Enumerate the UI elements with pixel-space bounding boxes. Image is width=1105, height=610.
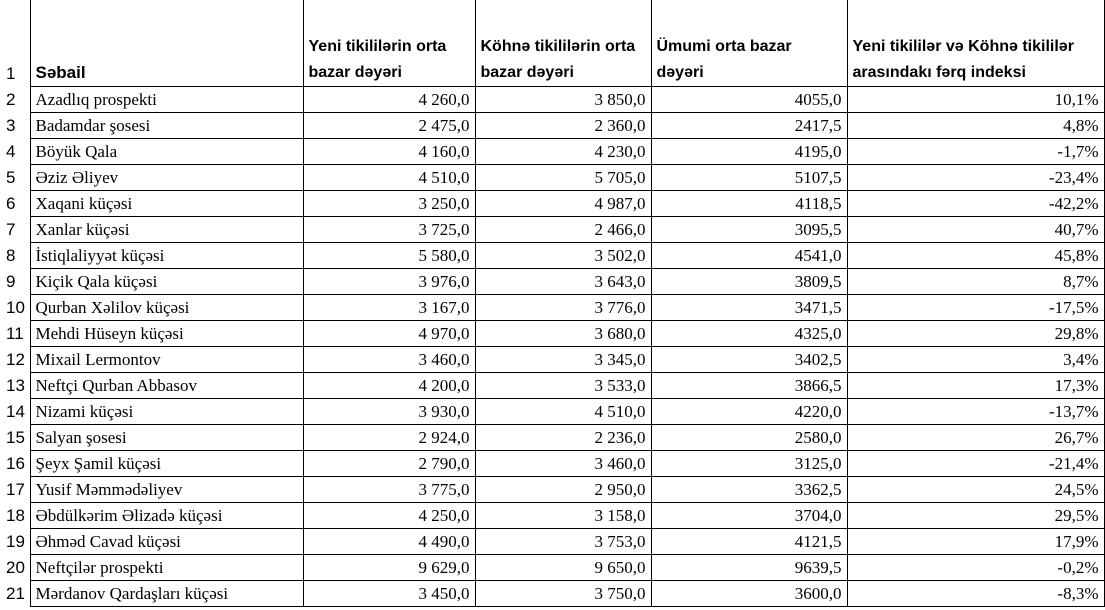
row-number[interactable]: 21: [0, 581, 30, 607]
cell-old-price[interactable]: 3 643,0: [475, 269, 651, 295]
table-row: [0, 581, 1104, 607]
cell-diff-index[interactable]: 4,8%: [847, 113, 1104, 139]
cell-old-price[interactable]: 4 230,0: [475, 139, 651, 165]
table-row: [0, 191, 1104, 217]
table-row: [0, 373, 1104, 399]
row-number[interactable]: 5: [0, 165, 30, 191]
cell-old-price[interactable]: 3 502,0: [475, 243, 651, 269]
cell-avg-price[interactable]: 2417,5: [651, 113, 847, 139]
cell-diff-index[interactable]: 8,7%: [847, 269, 1104, 295]
table-row: [0, 451, 1104, 477]
cell-street[interactable]: Böyük Qala: [30, 139, 303, 165]
cell-old-price[interactable]: 2 950,0: [475, 477, 651, 503]
cell-avg-price[interactable]: 3866,5: [651, 373, 847, 399]
cell-new-price[interactable]: 2 475,0: [303, 113, 475, 139]
cell-new-price[interactable]: 4 200,0: [303, 373, 475, 399]
row-number[interactable]: 14: [0, 399, 30, 425]
row-number[interactable]: 19: [0, 529, 30, 555]
cell-avg-price[interactable]: 4118,5: [651, 191, 847, 217]
cell-avg-price[interactable]: 3471,5: [651, 295, 847, 321]
header-diff-index[interactable]: Yeni tikililər və Köhnə tikililər arasındakı fərq indeksi: [847, 0, 1104, 87]
table-row: [0, 139, 1104, 165]
cell-old-price[interactable]: 3 158,0: [475, 503, 651, 529]
table-row: [0, 243, 1104, 269]
cell-street[interactable]: Xaqani küçəsi: [30, 191, 303, 217]
cell-street[interactable]: Neftçi Qurban Abbasov: [30, 373, 303, 399]
header-street[interactable]: Səbail: [30, 0, 303, 87]
table-row: [0, 295, 1104, 321]
table-row: [0, 477, 1104, 503]
cell-new-price[interactable]: 3 250,0: [303, 191, 475, 217]
cell-new-price[interactable]: 4 250,0: [303, 503, 475, 529]
cell-old-price[interactable]: 3 750,0: [475, 581, 651, 607]
cell-old-price[interactable]: 3 680,0: [475, 321, 651, 347]
cell-diff-index[interactable]: 17,3%: [847, 373, 1104, 399]
cell-avg-price[interactable]: 3125,0: [651, 451, 847, 477]
cell-avg-price[interactable]: 4121,5: [651, 529, 847, 555]
cell-diff-index[interactable]: -13,7%: [847, 399, 1104, 425]
row-number[interactable]: 11: [0, 321, 30, 347]
cell-old-price[interactable]: 2 236,0: [475, 425, 651, 451]
row-number[interactable]: 7: [0, 217, 30, 243]
cell-old-price[interactable]: 2 466,0: [475, 217, 651, 243]
cell-street[interactable]: Qurban Xəlilov küçəsi: [30, 295, 303, 321]
cell-new-price[interactable]: 4 260,0: [303, 87, 475, 113]
cell-new-price[interactable]: 3 460,0: [303, 347, 475, 373]
cell-street[interactable]: Mixail Lermontov: [30, 347, 303, 373]
cell-diff-index[interactable]: -17,5%: [847, 295, 1104, 321]
row-number[interactable]: 3: [0, 113, 30, 139]
header-row: [0, 0, 1104, 87]
table-row: [0, 529, 1104, 555]
cell-new-price[interactable]: 3 930,0: [303, 399, 475, 425]
header-old-price[interactable]: Köhnə tikililərin orta bazar dəyəri: [475, 0, 651, 87]
cell-diff-index[interactable]: -42,2%: [847, 191, 1104, 217]
cell-old-price[interactable]: 4 987,0: [475, 191, 651, 217]
cell-new-price[interactable]: 4 970,0: [303, 321, 475, 347]
cell-old-price[interactable]: 3 850,0: [475, 87, 651, 113]
cell-new-price[interactable]: 4 160,0: [303, 139, 475, 165]
cell-avg-price[interactable]: 9639,5: [651, 555, 847, 581]
row-number[interactable]: 8: [0, 243, 30, 269]
cell-new-price[interactable]: 2 924,0: [303, 425, 475, 451]
cell-street[interactable]: Mərdanov Qardaşları küçəsi: [30, 581, 303, 607]
cell-new-price[interactable]: 3 775,0: [303, 477, 475, 503]
table-row: [0, 269, 1104, 295]
cell-new-price[interactable]: 4 510,0: [303, 165, 475, 191]
cell-diff-index[interactable]: -8,3%: [847, 581, 1104, 607]
cell-diff-index[interactable]: 26,7%: [847, 425, 1104, 451]
cell-street[interactable]: Mehdi Hüseyn küçəsi: [30, 321, 303, 347]
cell-avg-price[interactable]: 2580,0: [651, 425, 847, 451]
row-number[interactable]: 1: [0, 0, 30, 87]
cell-avg-price[interactable]: 4541,0: [651, 243, 847, 269]
cell-avg-price[interactable]: 3809,5: [651, 269, 847, 295]
row-number[interactable]: 16: [0, 451, 30, 477]
table-row: [0, 555, 1104, 581]
cell-new-price[interactable]: 3 450,0: [303, 581, 475, 607]
cell-avg-price[interactable]: 4195,0: [651, 139, 847, 165]
header-new-price[interactable]: Yeni tikililərin orta bazar dəyəri: [303, 0, 475, 87]
table-row: [0, 165, 1104, 191]
cell-old-price[interactable]: 3 533,0: [475, 373, 651, 399]
cell-street[interactable]: İstiqlaliyyət küçəsi: [30, 243, 303, 269]
cell-diff-index[interactable]: -23,4%: [847, 165, 1104, 191]
cell-old-price[interactable]: 5 705,0: [475, 165, 651, 191]
cell-diff-index[interactable]: 29,8%: [847, 321, 1104, 347]
table-row: [0, 113, 1104, 139]
cell-street[interactable]: Badamdar şosesi: [30, 113, 303, 139]
cell-street[interactable]: Şeyx Şamil küçəsi: [30, 451, 303, 477]
cell-street[interactable]: Əbdülkərim Əlizadə küçəsi: [30, 503, 303, 529]
cell-avg-price[interactable]: 4055,0: [651, 87, 847, 113]
table-row: [0, 503, 1104, 529]
cell-street[interactable]: Kiçik Qala küçəsi: [30, 269, 303, 295]
row-number[interactable]: 9: [0, 269, 30, 295]
cell-old-price[interactable]: 4 510,0: [475, 399, 651, 425]
cell-diff-index[interactable]: -1,7%: [847, 139, 1104, 165]
cell-old-price[interactable]: 3 345,0: [475, 347, 651, 373]
cell-street[interactable]: Xanlar küçəsi: [30, 217, 303, 243]
cell-street[interactable]: Yusif Məmmədəliyev: [30, 477, 303, 503]
cell-old-price[interactable]: 3 776,0: [475, 295, 651, 321]
cell-diff-index[interactable]: -21,4%: [847, 451, 1104, 477]
cell-street[interactable]: Nizami küçəsi: [30, 399, 303, 425]
cell-old-price[interactable]: 3 753,0: [475, 529, 651, 555]
row-number[interactable]: 10: [0, 295, 30, 321]
cell-street[interactable]: Azadlıq prospekti: [30, 87, 303, 113]
row-number[interactable]: 17: [0, 477, 30, 503]
cell-new-price[interactable]: 3 167,0: [303, 295, 475, 321]
cell-street[interactable]: Əhməd Cavad küçəsi: [30, 529, 303, 555]
row-number[interactable]: 4: [0, 139, 30, 165]
cell-diff-index[interactable]: 45,8%: [847, 243, 1104, 269]
table-row: [0, 425, 1104, 451]
table-row: [0, 347, 1104, 373]
cell-avg-price[interactable]: 4220,0: [651, 399, 847, 425]
cell-old-price[interactable]: 9 650,0: [475, 555, 651, 581]
cell-new-price[interactable]: 2 790,0: [303, 451, 475, 477]
cell-diff-index[interactable]: 29,5%: [847, 503, 1104, 529]
cell-new-price[interactable]: 9 629,0: [303, 555, 475, 581]
row-number[interactable]: 12: [0, 347, 30, 373]
row-number[interactable]: 20: [0, 555, 30, 581]
table-row: [0, 217, 1104, 243]
cell-street[interactable]: Salyan şosesi: [30, 425, 303, 451]
cell-new-price[interactable]: 4 490,0: [303, 529, 475, 555]
cell-old-price[interactable]: 2 360,0: [475, 113, 651, 139]
cell-diff-index[interactable]: 10,1%: [847, 87, 1104, 113]
row-number[interactable]: 6: [0, 191, 30, 217]
cell-street[interactable]: Neftçilər prospekti: [30, 555, 303, 581]
cell-diff-index[interactable]: -0,2%: [847, 555, 1104, 581]
cell-new-price[interactable]: 3 976,0: [303, 269, 475, 295]
header-avg-price[interactable]: Ümumi orta bazar dəyəri: [651, 0, 847, 87]
cell-avg-price[interactable]: 3402,5: [651, 347, 847, 373]
table-row: [0, 87, 1104, 113]
row-number[interactable]: 2: [0, 87, 30, 113]
cell-avg-price[interactable]: 4325,0: [651, 321, 847, 347]
cell-avg-price[interactable]: 3600,0: [651, 581, 847, 607]
row-number[interactable]: 15: [0, 425, 30, 451]
row-number[interactable]: 13: [0, 373, 30, 399]
cell-diff-index[interactable]: 40,7%: [847, 217, 1104, 243]
cell-avg-price[interactable]: 3095,5: [651, 217, 847, 243]
table-row: [0, 321, 1104, 347]
cell-avg-price[interactable]: 5107,5: [651, 165, 847, 191]
cell-avg-price[interactable]: 3704,0: [651, 503, 847, 529]
cell-diff-index[interactable]: 3,4%: [847, 347, 1104, 373]
cell-diff-index[interactable]: 24,5%: [847, 477, 1104, 503]
cell-new-price[interactable]: 5 580,0: [303, 243, 475, 269]
table-row: [0, 399, 1104, 425]
cell-new-price[interactable]: 3 725,0: [303, 217, 475, 243]
cell-old-price[interactable]: 3 460,0: [475, 451, 651, 477]
cell-avg-price[interactable]: 3362,5: [651, 477, 847, 503]
cell-diff-index[interactable]: 17,9%: [847, 529, 1104, 555]
cell-street[interactable]: Əziz Əliyev: [30, 165, 303, 191]
row-number[interactable]: 18: [0, 503, 30, 529]
